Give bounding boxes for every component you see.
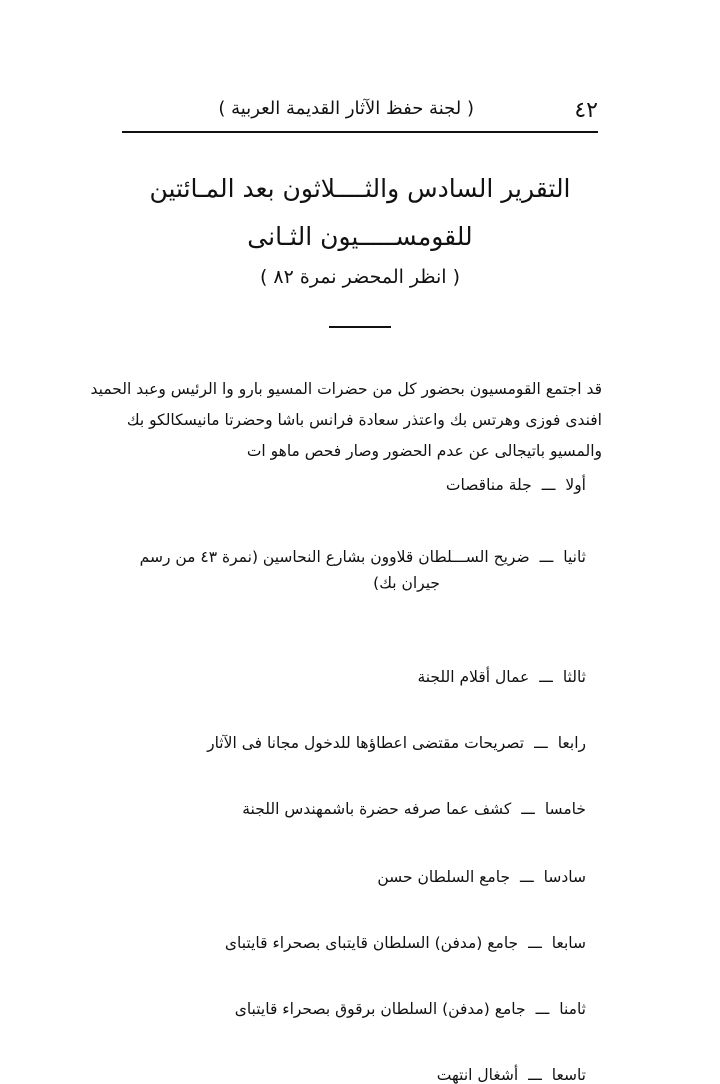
agenda-item — [116, 734, 586, 752]
agenda-ordinal: ثالثا — [562, 668, 586, 686]
running-head — [122, 92, 598, 132]
agenda-continuation: جيران بك) — [373, 574, 440, 592]
agenda-dash: ـــ — [539, 668, 553, 686]
minutes-reference: ( انظر المحضر نمرة ٨٢ ) — [259, 266, 461, 288]
agenda-item — [116, 668, 586, 686]
agenda-text: جامع السلطان حسن — [377, 868, 511, 886]
running-title: ( لجنة حفظ الآثار القديمة العربية ) — [218, 98, 474, 119]
agenda-dash: ـــ — [520, 868, 534, 886]
agenda-list — [116, 476, 586, 1084]
agenda-ordinal: تاسعا — [551, 1066, 586, 1084]
agenda-ordinal: أولا — [565, 476, 586, 494]
intro-line: افندى فوزى وهرتس بك واعتذر سعادة فرانس باشا وحضرتا مانيسكالكو بك — [126, 411, 602, 429]
agenda-text: أشغال انتهت — [436, 1066, 519, 1084]
report-title: التقرير السادس والثــــلاثون بعد المـائتين — [149, 174, 571, 203]
agenda-text: تصريحات مقتضى اعطاؤها للدخول مجانا فى الآثار — [207, 734, 525, 752]
agenda-text: ضريح الســـلطان قلاوون بشارع النحاسين (نمرة ٤٣ من رسم — [139, 548, 530, 566]
header-rule — [122, 131, 598, 133]
agenda-item — [116, 548, 586, 592]
agenda-dash: ـــ — [539, 548, 554, 566]
page-number: ٤٢ — [574, 98, 598, 123]
agenda-ordinal: خامسا — [544, 800, 586, 818]
agenda-text: عمال أقلام اللجنة — [417, 668, 530, 686]
agenda-ordinal: سابعا — [551, 934, 586, 952]
agenda-text: جامع (مدفن) السلطان برقوق بصحراء قايتباى — [234, 1000, 526, 1018]
agenda-item — [116, 934, 586, 952]
agenda-dash: ـــ — [535, 1000, 550, 1018]
intro-line: قد اجتمع القومسيون بحضور كل من حضرات المسيو بارو وا الرئيس وعبد الحميد — [90, 380, 602, 398]
agenda-dash: ـــ — [521, 800, 535, 818]
agenda-dash: ـــ — [528, 1066, 542, 1084]
intro-line: والمسيو باتيجالى عن عدم الحضور وصار فحص ماهو ات — [246, 442, 602, 460]
agenda-dash: ـــ — [534, 734, 548, 752]
agenda-ordinal: ثانيا — [563, 548, 586, 566]
agenda-item — [116, 1066, 586, 1084]
intro-paragraph — [90, 374, 602, 467]
agenda-item — [116, 800, 586, 818]
agenda-item — [116, 868, 586, 886]
agenda-dash: ـــ — [541, 476, 556, 494]
agenda-item — [116, 1000, 586, 1018]
agenda-ordinal: ثامنا — [559, 1000, 586, 1018]
agenda-text: كشف عما صرفه حضرة باشمهندس اللجنة — [242, 800, 512, 818]
report-subtitle: للقومســـــيون الثـانى — [247, 222, 473, 251]
agenda-text: جامع (مدفن) السلطان قايتباى بصحراء قايتباى — [224, 934, 519, 952]
agenda-ordinal: سادسا — [543, 868, 586, 886]
section-divider — [329, 326, 391, 328]
agenda-dash: ـــ — [528, 934, 542, 952]
agenda-ordinal: رابعا — [557, 734, 586, 752]
agenda-text: جلة مناقصات — [445, 476, 532, 494]
agenda-item — [116, 476, 586, 494]
